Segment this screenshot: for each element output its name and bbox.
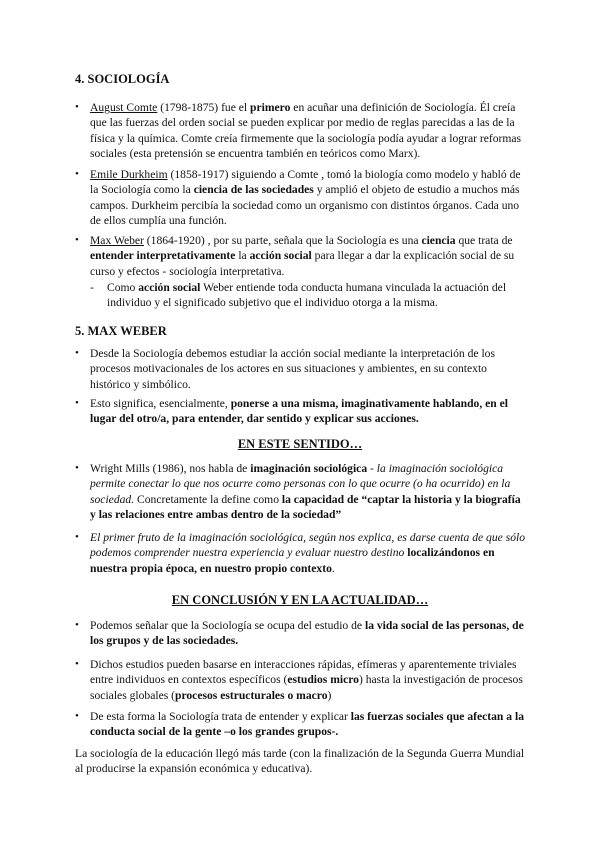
list-item-estudios: • Dichos estudios pueden basarse en interacciones rápidas, efímeras y aparentemente triviales entre individuos en contextos específicos (estudios micro) hasta la investigación de procesos sociales globales (procesos estructurales o macro) [75, 658, 523, 702]
bullet-icon: • [75, 710, 79, 722]
author-name: Emile Durkheim [90, 168, 168, 181]
bullet-icon: • [75, 397, 79, 409]
bullet-icon: • [75, 347, 79, 359]
list-item-primer-fruto: • El primer fruto de la imaginación sociológica, según nos explica, es darse cuenta de que sólo podemos comprender nuestra experiencia y evaluar nuestro destino localizándonos en nuestra propia época, en nuestro propio contexto. [75, 531, 526, 575]
closing-paragraph: La sociología de la educación llegó más tarde (con la finalización de la Segunda Guerra Mundial al producirse la expansión económica y educativa). [75, 747, 525, 776]
author-name: Max Weber [90, 234, 144, 247]
bullet-icon: • [75, 531, 79, 543]
list-item-vida-social: • Podemos señalar que la Sociología se ocupa del estudio de la vida social de las personas, de los grupos y de las sociedades. [75, 619, 524, 648]
bullet-icon: • [75, 619, 79, 631]
sub-item-accion-social: - Como acción social Weber entiende toda conducta humana vinculada la actuación del individuo y el significado subjetivo que el individuo otorga a la misma. [90, 281, 507, 310]
bullet-icon: • [75, 168, 79, 180]
bullet-icon: • [75, 101, 79, 113]
list-item-accion-social: • Desde la Sociología debemos estudiar la acción social mediante la interpretación de los procesos motivacionales de los actores en sus situaciones y ambientes, en su contexto histórico y simbólico. [75, 347, 495, 391]
section-heading-max-weber: 5. MAX WEBER [75, 324, 167, 338]
bullet-icon: • [75, 234, 79, 246]
section-heading-en-este-sentido: EN ESTE SENTIDO… [237, 437, 363, 451]
dash-marker: - [90, 281, 94, 294]
bullet-icon: • [75, 658, 79, 670]
list-item-comte: • August Comte (1798-1875) fue el primero en acuñar una definición de Sociología. Él creía que las fuerzas del orden social se pueden explicar por medio de reglas parecidas a las de la física y la química. Comte creía firmemente que la sociología podía ayudar a lograr reformas sociales (esta pretensión se encuentra también en teóricos como Marx). [75, 101, 522, 161]
list-item-durkheim: • Emile Durkheim (1858-1917) siguiendo a Comte , tomó la biología como modelo y habló de la Sociología como la ciencia de las sociedades y amplió el objeto de estudio a muchos más campos. Durkheim percibía la sociedad como un organismo con distintos órganos. Cada uno de ellos cumplía una función. [75, 168, 521, 228]
bullet-icon: • [75, 462, 79, 474]
section-heading-sociologia: 4. SOCIOLOGÍA [75, 72, 170, 86]
list-item-wright-mills: • Wright Mills (1986), nos habla de imaginación sociológica - la imaginación sociológica permite conectar lo que nos ocurre como personas con lo que ocurre (o ha ocurrido) en la sociedad. Concretamente la define como la capacidad de “captar la historia y la biografía y las relaciones entre ambas dentro de la sociedad” [75, 462, 521, 522]
section-heading-en-conclusion: EN CONCLUSIÓN Y EN LA ACTUALIDAD… [171, 593, 429, 607]
author-name: August Comte [90, 101, 158, 114]
list-item-weber: • Max Weber (1864-1920) , por su parte, señala que la Sociología es una ciencia que trata de entender interpretativamente la acción social para llegar a dar la explicación social de su curso y efectos - sociología interpretativa. [75, 234, 515, 278]
list-item-significado: • Esto significa, esencialmente, ponerse a una misma, imaginativamente hablando, en el lugar del otro/a, para entender, dar sentido y explicar sus acciones. [75, 397, 508, 426]
list-item-fuerzas-sociales: • De esta forma la Sociología trata de entender y explicar las fuerzas sociales que afectan a la conducta social de la gente –o los grandes grupos-. [75, 710, 524, 739]
